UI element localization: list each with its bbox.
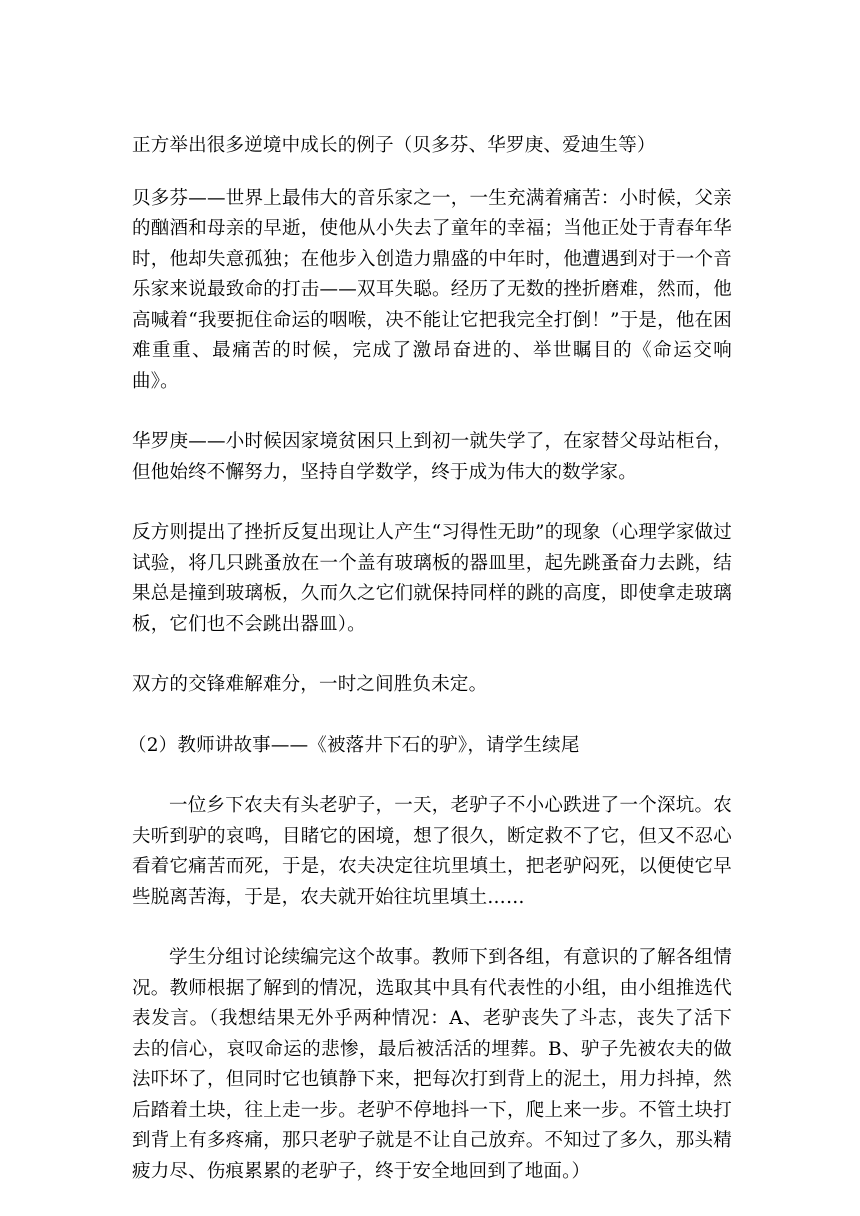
paragraph-debate-undecided: 双方的交锋难解难分，一时之间胜负未定。 bbox=[132, 674, 488, 695]
paragraph-con-side-learned-helplessness: 反方则提出了挫折反复出现让人产生“习得性无助”的现象（心理学家做过试验，将几只跳蚤放在一个盖有玻璃板的器皿里，起先跳蚤奋力去跳，结果总是撞到玻璃板，久而久之它们就保持同样的跳的高度，即使拿走玻璃板，它们也不会跳出器皿）。 bbox=[132, 522, 732, 635]
document-body bbox=[128, 131, 732, 1211]
paragraph-beethoven: 贝多芬——世界上最伟大的音乐家之一，一生充满着痛苦：小时候，父亲的酗酒和母亲的早逝，使他从小失去了童年的幸福；当他正处于青春年华时，他却失意孤独；在他步入创造力鼎盛的中年时，他遭遇到对于一个音乐家来说最致命的打击——双耳失聪。经历了无数的挫折磨难，然而，他高喊着“我要扼住命运的咽喉，决不能让它把我完全打倒！”于是，他在困难重重、最痛苦的时候，完成了激昂奋进的、举世瞩目的《命运交响曲》。 bbox=[132, 187, 732, 392]
paragraph-hua-luogeng: 华罗庚——小时候因家境贫困只上到初一就失学了，在家替父母站柜台，但他始终不懈努力，坚持自学数学，终于成为伟大的数学家。 bbox=[132, 431, 732, 483]
paragraph-donkey-story: 一位乡下农夫有头老驴子，一天，老驴子不小心跌进了一个深坑。农夫听到驴的哀鸣，目睹它的困境，想了很久，断定救不了它，但又不忍心看着它痛苦而死，于是，农夫决定往坑里填土，把老驴闷死，以便使它早些脱离苦海，于是，农夫就开始往坑里填土…… bbox=[132, 795, 732, 908]
paragraph-student-discussion: 学生分组讨论续编完这个故事。教师下到各组，有意识的了解各组情况。教师根据了解到的情况，选取其中具有代表性的小组，由小组推选代表发言。（我想结果无外乎两种情况：A、老驴丧失了斗志，丧失了活下去的信心，哀叹命运的悲惨，最后被活活的埋葬。B、驴子先被农夫的做法吓坏了，但同时它也镇静下来，把每次打到背上的泥土，用力抖掉，然后踏着土块，往上走一步。老驴不停地抖一下，爬上来一步。不管土块打到背上有多疼痛，那只老驴子就是不让自己放弃。不知过了多久，那头精疲力尽、伤痕累累的老驴子，终于安全地回到了地面。） bbox=[132, 947, 732, 1182]
paragraph-pro-side-examples: 正方举出很多逆境中成长的例子（贝多芬、华罗庚、爱迪生等） bbox=[132, 135, 656, 156]
section-heading-teacher-story: （2）教师讲故事——《被落井下石的驴》，请学生续尾 bbox=[128, 734, 580, 756]
